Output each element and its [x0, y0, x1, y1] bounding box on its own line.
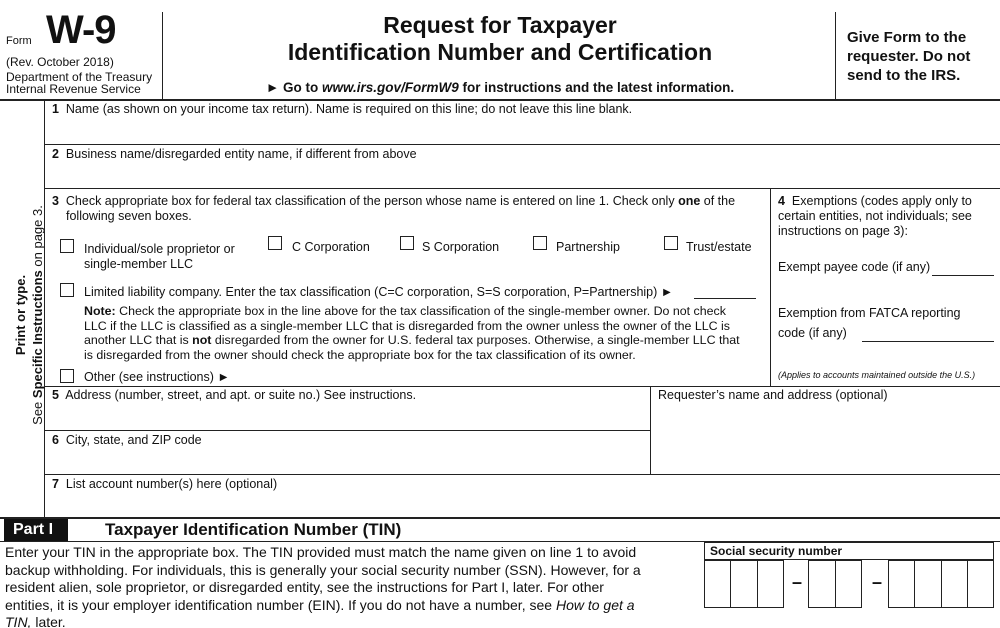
- tin-line2: backup withholding. For individuals, this is generally your social security number (SSN). However, for a: [5, 561, 641, 578]
- fatca-code-input[interactable]: [862, 341, 994, 342]
- side-see: See: [30, 398, 45, 425]
- header-bottom-rule: [0, 99, 1000, 101]
- line1-text: Name (as shown on your income tax return). Name is required on this line; do not leave this line blank.: [65, 102, 633, 116]
- note-line3-bold: not: [192, 333, 212, 347]
- form-label: Form: [6, 35, 32, 47]
- business-name-field[interactable]: [45, 163, 1000, 187]
- line3-text-bold: one: [678, 194, 701, 208]
- tin-line4: [5, 597, 693, 615]
- line1-label: [52, 102, 632, 117]
- city-state-zip-field[interactable]: [45, 449, 650, 473]
- ssn-dash-2: –: [872, 572, 883, 592]
- option-individual-line2: single-member LLC: [84, 257, 194, 271]
- line4-num: 4: [778, 194, 785, 208]
- line3-text-a: Check appropriate box for federal tax classification of the person whose name is entered on line 1. Check only: [65, 194, 679, 208]
- line7-text: List account number(s) here (optional): [65, 477, 278, 491]
- option-llc: Limited liability company. Enter the tax classification (C=C corporation, S=S corporation, P=Partnership) ►: [84, 285, 674, 299]
- note-line3-b: disregarded from the owner for U.S. federal tax purposes. Otherwise, a single-member LLC that: [211, 333, 740, 347]
- fatca-label-line1: Exemption from FATCA reporting: [778, 306, 961, 320]
- line5-text: Address (number, street, and apt. or suite no.) See instructions.: [65, 388, 417, 402]
- give-form-notice: [847, 28, 997, 85]
- note-line2: LLC if the LLC is classified as a single-member LLC that is disregarded from the owner unless the owner of the LLC is: [84, 318, 731, 333]
- line6-label: [52, 433, 202, 448]
- line3-num: 3: [52, 194, 59, 208]
- specific-instructions: Specific Instructions: [30, 270, 45, 399]
- line3-bottom: [44, 386, 1000, 387]
- requester-label: Requester’s name and address (optional): [658, 388, 888, 402]
- line1-num: 1: [52, 102, 59, 116]
- line6-text: City, state, and ZIP code: [65, 433, 202, 447]
- give-line2: requester. Do not: [847, 48, 971, 65]
- department-line2: Internal Revenue Service: [6, 82, 141, 96]
- tin-line1: Enter your TIN in the appropriate box. The TIN provided must match the name given on line 1 to avoid: [5, 544, 637, 560]
- account-numbers-field[interactable]: [45, 493, 1000, 516]
- option-trust-estate: Trust/estate: [686, 240, 752, 254]
- line3-label-line2: following seven boxes.: [66, 209, 192, 223]
- option-individual-line1: Individual/sole proprietor or: [84, 242, 235, 256]
- checkbox-llc[interactable]: [60, 283, 74, 297]
- name-field[interactable]: [45, 118, 1000, 144]
- tin-line3: resident alien, sole proprietor, or disregarded entity, see the instructions for Part I, later. For other: [5, 579, 604, 595]
- line4-text3: instructions on page 3):: [778, 224, 908, 238]
- form-number: W-9: [46, 8, 116, 52]
- note-label: Note:: [84, 304, 116, 318]
- applies-note: (Applies to accounts maintained outside the U.S.): [778, 370, 976, 380]
- form-title-line2: Identification Number and Certification: [287, 39, 713, 65]
- note-line3-a: another LLC that is: [84, 333, 193, 347]
- option-partnership: Partnership: [556, 240, 620, 254]
- ssn-area-input[interactable]: [704, 560, 784, 608]
- ssn-dash-1: –: [792, 572, 803, 592]
- line4-label: [778, 194, 972, 209]
- line5-bottom: [44, 430, 650, 431]
- irs-url-link[interactable]: www.irs.gov/FormW9: [322, 80, 459, 95]
- line3-line4-divider: [770, 188, 771, 386]
- note-line3: [84, 333, 740, 348]
- line2-num: 2: [52, 147, 59, 161]
- give-line1: Give Form to the: [847, 29, 967, 46]
- line4-text2: certain entities, not individuals; see: [778, 209, 972, 223]
- line7-num: 7: [52, 477, 59, 491]
- line2-text: Business name/disregarded entity name, if different from above: [65, 147, 417, 161]
- line4-text1: Exemptions (codes apply only to: [791, 194, 972, 208]
- line1-bottom: [44, 144, 1000, 145]
- part1-title: Taxpayer Identification Number (TIN): [105, 520, 402, 539]
- line7-label: [52, 477, 277, 492]
- line2-bottom: [44, 188, 1000, 189]
- ssn-label: Social security number: [704, 542, 994, 560]
- llc-classification-input[interactable]: [694, 298, 756, 299]
- fatca-label-line2: code (if any): [778, 326, 847, 340]
- tin-line5: [5, 614, 693, 628]
- header-divider-right: [835, 12, 836, 99]
- note-line1: [84, 304, 726, 319]
- print-or-type: Print or type.: [13, 274, 28, 356]
- revision-date: (Rev. October 2018): [6, 55, 114, 69]
- checkbox-partnership[interactable]: [533, 236, 547, 250]
- note-line4: is disregarded from the owner should check the appropriate box for the tax classification of its owner.: [84, 347, 636, 362]
- side-on-page: on page 3.: [30, 205, 45, 271]
- checkbox-other[interactable]: [60, 369, 74, 383]
- checkbox-s-corporation[interactable]: [400, 236, 414, 250]
- ssn-serial-input[interactable]: [888, 560, 994, 608]
- tin-line4-italic: How to get a: [555, 596, 635, 613]
- form-title-line1: Request for Taxpayer: [383, 12, 617, 38]
- checkbox-individual[interactable]: [60, 239, 74, 253]
- ssn-group-input[interactable]: [808, 560, 862, 608]
- exempt-payee-label: Exempt payee code (if any): [778, 260, 931, 274]
- line6-bottom: [44, 474, 1000, 475]
- line5-label: [52, 388, 416, 403]
- requester-field[interactable]: [651, 404, 1000, 474]
- tin-instructions: [5, 544, 693, 628]
- tin-line5-italic: TIN,: [5, 614, 32, 628]
- part1-label: Part I: [4, 519, 68, 541]
- checkbox-trust-estate[interactable]: [664, 236, 678, 250]
- option-c-corporation: C Corporation: [292, 240, 370, 254]
- goto-suffix: for instructions and the latest information.: [458, 80, 735, 95]
- checkbox-c-corporation[interactable]: [268, 236, 282, 250]
- tin-line4-a: entities, it is your employer identification number (EIN). If you do not have a number, see: [5, 596, 556, 613]
- line5-num: 5: [52, 388, 59, 402]
- department-line1: Department of the Treasury: [6, 70, 153, 84]
- line3-text-b: of the: [700, 194, 736, 208]
- goto-prefix: ► Go to: [265, 80, 323, 95]
- exempt-payee-input[interactable]: [932, 275, 994, 276]
- give-line3: send to the IRS.: [847, 67, 961, 84]
- line2-label: [52, 147, 417, 162]
- line3-label: [52, 194, 767, 209]
- option-other: Other (see instructions) ►: [84, 370, 230, 384]
- instructions-link-line: [190, 80, 810, 95]
- side-instructions: [12, 150, 46, 480]
- note-line1-text: Check the appropriate box in the line above for the tax classification of the single-member owner. Do not check: [115, 304, 726, 318]
- header-divider-left: [162, 12, 163, 99]
- tin-line5-b: later.: [31, 614, 66, 628]
- line6-num: 6: [52, 433, 59, 447]
- option-s-corporation: S Corporation: [422, 240, 500, 254]
- address-field[interactable]: [45, 404, 650, 430]
